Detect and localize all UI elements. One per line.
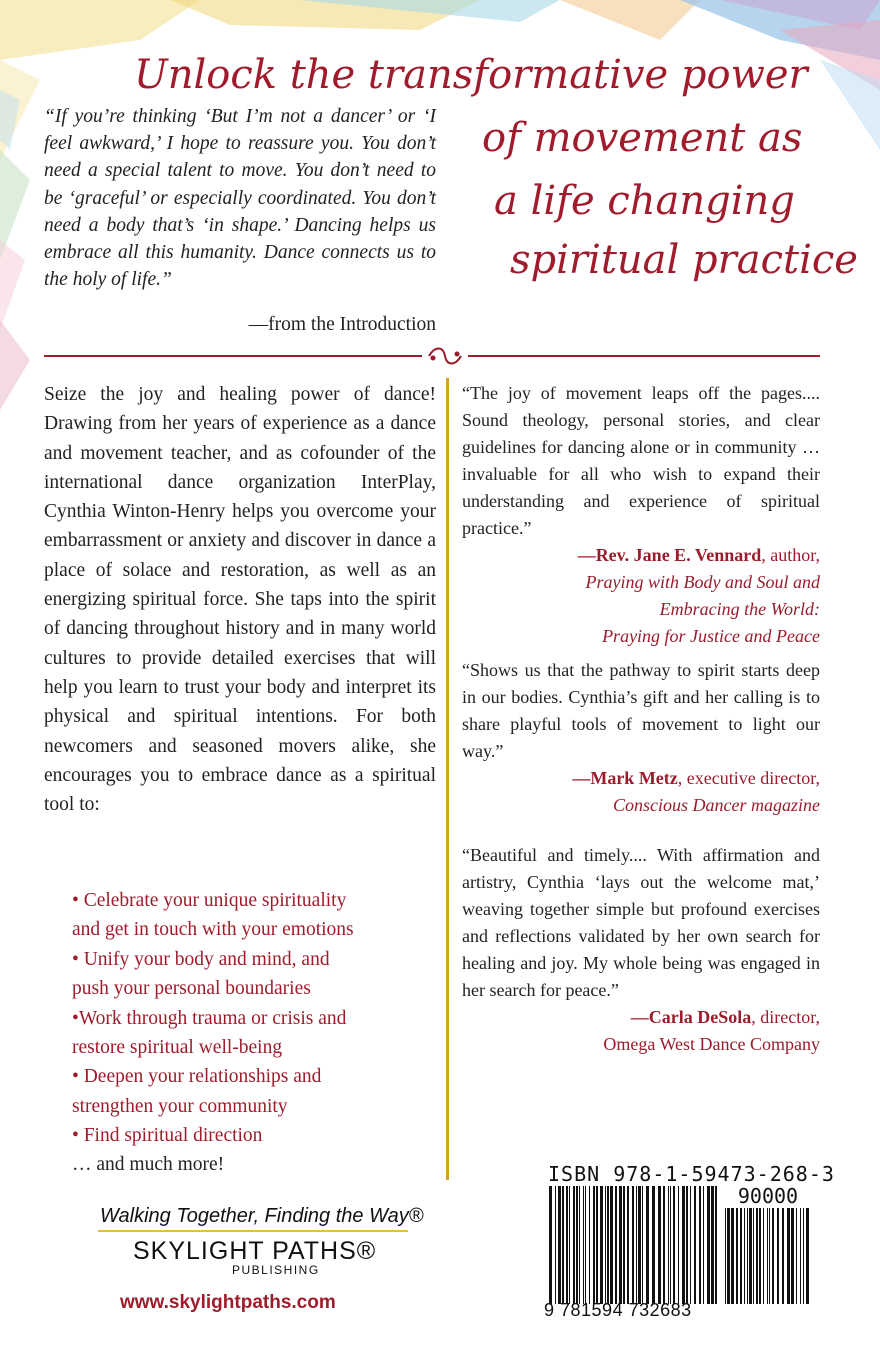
barcode-bar [596, 1186, 598, 1304]
praise-attribution [462, 765, 820, 792]
barcode-bar [694, 1186, 696, 1304]
intro-quote: “If you’re thinking ‘But I’m not a dancer’ or ‘I feel awkward,’ I hope to reassure you. You don’t need a special talent to move. You don’t need to be ‘graceful’ or especially coordinated. You don’t need a body that’s ‘in shape.’ Dancing helps us embrace all this humanity. Dance connects us to the holy of life.” [44, 106, 436, 291]
list-item: and get in touch with your emotions [72, 919, 354, 940]
headline-line-2: of movement as [482, 115, 803, 161]
barcode-bar [740, 1208, 742, 1304]
praise-attribution [462, 542, 820, 569]
price-code: 90000 [737, 1184, 799, 1208]
barcode-bar [636, 1186, 637, 1304]
praise-role: , director, [751, 1007, 820, 1027]
barcode-bar [782, 1208, 784, 1304]
barcode-bar [573, 1186, 575, 1304]
praise-block-3 [462, 842, 820, 1058]
column-rule [446, 378, 449, 1180]
barcode-bar [576, 1186, 578, 1304]
barcode-bar [646, 1186, 649, 1304]
barcode-addon [724, 1208, 812, 1304]
praise-org: Omega West Dance Company [603, 1034, 820, 1054]
headline-line-4: spiritual practice [510, 237, 858, 283]
praise-quote: “Beautiful and timely.... With affirmation and artistry, Cynthia ‘lays out the welcome mat,’ weaving together simple but profound exercises and reflections validated by her own search for healing and joy. My whole being was engaged in her search for peace.” [462, 845, 820, 1000]
barcode-bar [589, 1186, 590, 1304]
list-item: strengthen your community [72, 1096, 288, 1117]
barcode-bar [585, 1186, 586, 1304]
book-description: Seize the joy and healing power of dance! Drawing from her years of experience as a dance and movement teacher, and as cofounder of the international dance organization InterPlay, Cynthia Winton-Henry helps you overcome your embarrassment or anxiety and discover in dance a place of solace and restoration, as well as an energizing spiritual force. She taps into the spirit of dancing throughout history and in many world cultures to provide detailed exercises that will help you learn to trust your body and interpret its physical and spiritual intentions. For both newcomers and seasoned movers alike, she encourages you to embrace dance as a spiritual tool to: [44, 384, 436, 816]
praise-name: —Mark Metz [572, 768, 678, 788]
barcode-bar [711, 1186, 714, 1304]
barcode-bar [772, 1208, 774, 1304]
list-item: • Find spiritual direction [72, 1125, 263, 1146]
barcode-bar [558, 1186, 561, 1304]
list-item: restore spiritual well-being [72, 1037, 283, 1058]
barcode-bar [600, 1186, 603, 1304]
praise-name: —Carla DeSola [630, 1007, 752, 1027]
barcode-bar [555, 1186, 556, 1304]
barcode-bar [686, 1186, 688, 1304]
barcode-bar [690, 1186, 691, 1304]
barcode-bar [769, 1208, 770, 1304]
praise-block-2 [462, 657, 820, 819]
tagline-underline [98, 1230, 408, 1232]
barcode-bar [777, 1208, 779, 1304]
barcode-bar [682, 1186, 685, 1304]
barcode-bar [610, 1186, 613, 1304]
barcode-bar [607, 1186, 609, 1304]
barcode-bar [787, 1208, 790, 1304]
barcode-bar [800, 1208, 801, 1304]
praise-role: , executive director, [677, 768, 820, 788]
barcode-bar [678, 1186, 679, 1304]
barcode-bar [796, 1208, 797, 1304]
praise-quote: “The joy of movement leaps off the pages.... Sound theology, personal stories, and clear guidelines for dancing alone or in community … invaluable for all who wish to expand their understanding and experience of spiritual practice.” [462, 383, 820, 538]
barcode-bar [652, 1186, 655, 1304]
divider-right [468, 355, 820, 357]
barcode-bar [791, 1208, 794, 1304]
barcode-bar [806, 1208, 809, 1304]
barcode-bar [579, 1186, 580, 1304]
headline-line-3: a life changing [494, 178, 795, 224]
barcode-bar [736, 1208, 738, 1304]
list-item: • Deepen your relationships and [72, 1066, 322, 1087]
barcode-bar [623, 1186, 625, 1304]
barcode-bar [715, 1186, 717, 1304]
praise-attribution [462, 1004, 820, 1031]
barcode-bar [707, 1186, 710, 1304]
praise-work: Praying for Justice and Peace [602, 626, 820, 646]
barcode-bar [593, 1186, 595, 1304]
barcode-bar [638, 1186, 641, 1304]
barcode-bar [569, 1186, 570, 1304]
list-item: • Unify your body and mind, and [72, 949, 330, 970]
barcode-bar [663, 1186, 665, 1304]
barcode-bar [627, 1186, 629, 1304]
praise-name: —Rev. Jane E. Vennard [577, 545, 762, 565]
barcode-bar [642, 1186, 643, 1304]
publisher-logo: SKYLIGHT PATHS® [133, 1237, 377, 1265]
publisher-sub: PUBLISHING [232, 1263, 320, 1277]
barcode-bar [583, 1186, 584, 1304]
barcode-bar [658, 1186, 661, 1304]
list-item: • Celebrate your unique spirituality [72, 890, 347, 911]
barcode-bar [744, 1208, 745, 1304]
list-item: •Work through trauma or crisis and [72, 1008, 347, 1029]
barcode-bar [749, 1208, 752, 1304]
barcode-bar [632, 1186, 634, 1304]
barcode-bar [767, 1208, 768, 1304]
flourish-ornament [425, 344, 465, 368]
barcode-bar [673, 1186, 675, 1304]
barcode-bar [703, 1186, 704, 1304]
barcode-bar [566, 1186, 568, 1304]
publisher-tagline: Walking Together, Finding the Way® [100, 1205, 424, 1227]
barcode-main [548, 1186, 718, 1304]
barcode-bar [670, 1186, 671, 1304]
barcode-bar [753, 1208, 754, 1304]
praise-work: Praying with Body and Soul and [585, 572, 820, 592]
barcode-bar [605, 1186, 606, 1304]
ean-text: 9 781594 732683 [544, 1300, 692, 1320]
and-more-text: … and much more! [72, 1154, 225, 1175]
headline-line-1: Unlock the transformative power [134, 52, 808, 98]
isbn-text: ISBN 978-1-59473-268-3 [548, 1162, 835, 1186]
barcode-bar [803, 1208, 804, 1304]
praise-work: Embracing the World: [659, 599, 820, 619]
barcode-bar [619, 1186, 622, 1304]
barcode-bar [747, 1208, 748, 1304]
praise-block-1 [462, 380, 820, 650]
barcode-bar [763, 1208, 764, 1304]
barcode-bar [727, 1208, 730, 1304]
barcode-bar [759, 1208, 761, 1304]
praise-role: , author, [761, 545, 820, 565]
barcode-bar [668, 1186, 669, 1304]
intro-attribution: —from the Introduction [248, 314, 436, 335]
list-item: push your personal boundaries [72, 978, 311, 999]
barcode-bar [699, 1186, 701, 1304]
barcode-bar [615, 1186, 617, 1304]
barcode-bar [731, 1208, 734, 1304]
barcode-bar [725, 1208, 726, 1304]
praise-work: Conscious Dancer magazine [613, 795, 820, 815]
publisher-website[interactable]: www.skylightpaths.com [120, 1292, 336, 1313]
barcode-bar [549, 1186, 552, 1304]
divider-left [44, 355, 422, 357]
praise-quote: “Shows us that the pathway to spirit starts deep in our bodies. Cynthia’s gift and her calling is to share playful tools of movement to light our way.” [462, 660, 820, 761]
barcode-bar [562, 1186, 564, 1304]
barcode-bar [756, 1208, 758, 1304]
